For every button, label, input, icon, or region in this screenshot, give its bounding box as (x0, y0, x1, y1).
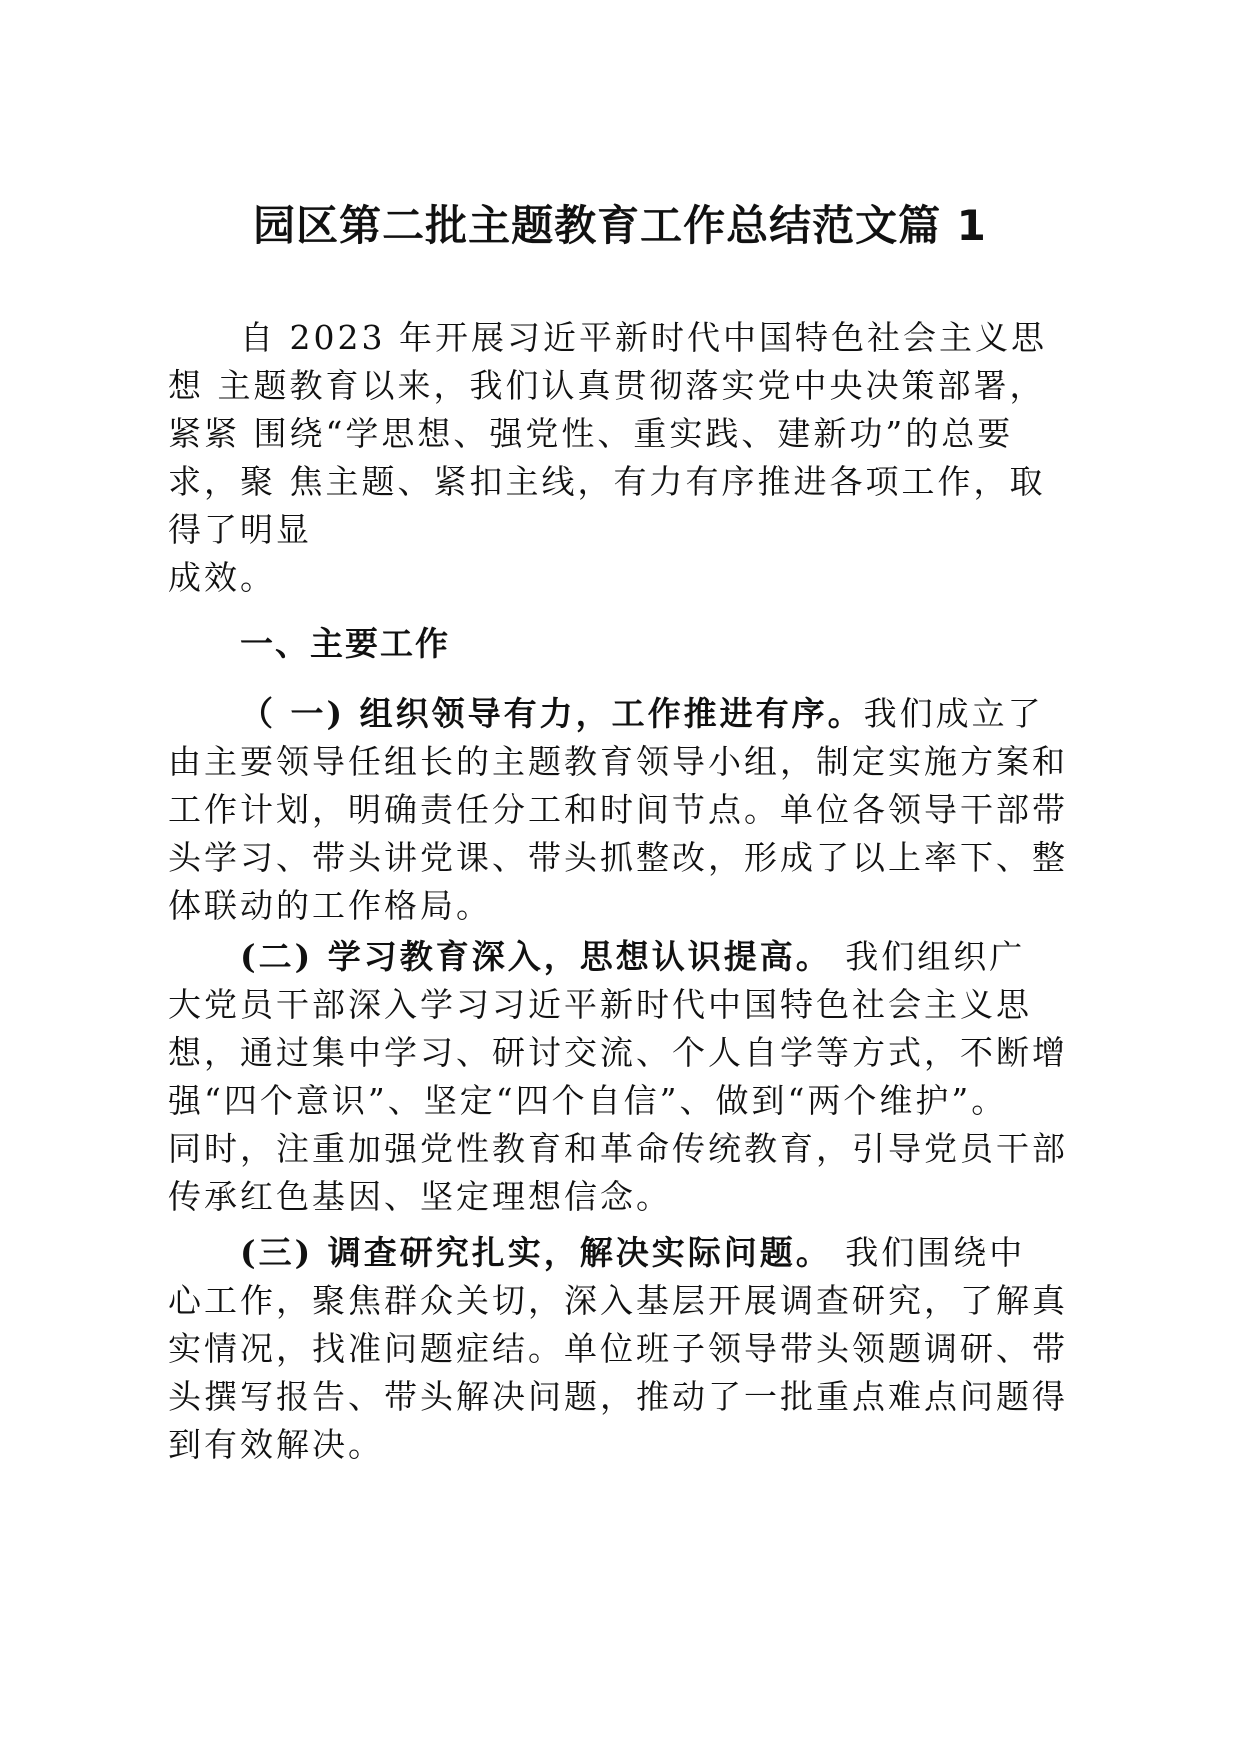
section-line: 想，通过集中学习、研讨交流、个人自学等方式，不断增 (168, 1033, 1068, 1072)
section-first-line (168, 1229, 1078, 1277)
section-line: 体联动的工作格局。 (168, 886, 492, 925)
document-title: 园区第二批主题教育工作总结范文篇 1 (253, 201, 987, 250)
intro-line: 求，聚 焦主题、紧扣主线，有力有序推进各项工作，取 (168, 462, 1046, 501)
intro-line: 得了明显 (168, 510, 312, 549)
intro-line: 想 主题教育以来，我们认真贯彻落实党中央决策部署， (168, 366, 1046, 405)
section-lead: (二) 学习教育深入，思想认识提高。 (240, 937, 832, 976)
section-first-line (168, 690, 1078, 738)
intro-line: 成效。 (168, 558, 276, 597)
section-line: 强“四个意识”、坚定“四个自信”、做到“两个维护”。 (168, 1081, 1008, 1120)
section-line: 到有效解决。 (168, 1425, 384, 1464)
intro-paragraph (168, 314, 1078, 602)
section-paragraph-3 (168, 1229, 1078, 1469)
section-heading: 一、主要工作 (240, 624, 450, 663)
intro-line: 自 2023 年开展习近平新时代中国特色社会主义思 (168, 318, 1047, 357)
section-paragraph-2 (168, 933, 1078, 1221)
section-text: 我们组织广 (831, 937, 1026, 976)
section-line: 心工作，聚焦群众关切，深入基层开展调查研究，了解真 (168, 1281, 1068, 1320)
section-text: 我们围绕中 (831, 1233, 1026, 1272)
section-line: 头学习、带头讲党课、带头抓整改，形成了以上率下、整 (168, 838, 1068, 877)
section-line: 工作计划，明确责任分工和时间节点。单位各领导干部带 (168, 790, 1068, 829)
section-line: 实情况，找准问题症结。单位班子领导带头领题调研、带 (168, 1329, 1068, 1368)
section-line: 同时，注重加强党性教育和革命传统教育，引导党员干部 (168, 1129, 1068, 1168)
section-lead: (三) 调查研究扎实，解决实际问题。 (240, 1233, 832, 1272)
section-line: 头撰写报告、带头解决问题，推动了一批重点难点问题得 (168, 1377, 1068, 1416)
section-paragraph-1 (168, 690, 1078, 930)
section-first-line (168, 933, 1078, 981)
section-text: 我们成立了 (863, 694, 1044, 733)
section-lead: （ 一) 组织领导有力，工作推进有序。 (240, 694, 864, 733)
intro-line: 紧紧 围绕“学思想、强党性、重实践、建新功”的总要 (168, 414, 1014, 453)
section-line: 由主要领导任组长的主题教育领导小组，制定实施方案和 (168, 742, 1068, 781)
section-line: 传承红色基因、坚定理想信念。 (168, 1177, 672, 1216)
section-line: 大党员干部深入学习习近平新时代中国特色社会主义思 (168, 985, 1032, 1024)
